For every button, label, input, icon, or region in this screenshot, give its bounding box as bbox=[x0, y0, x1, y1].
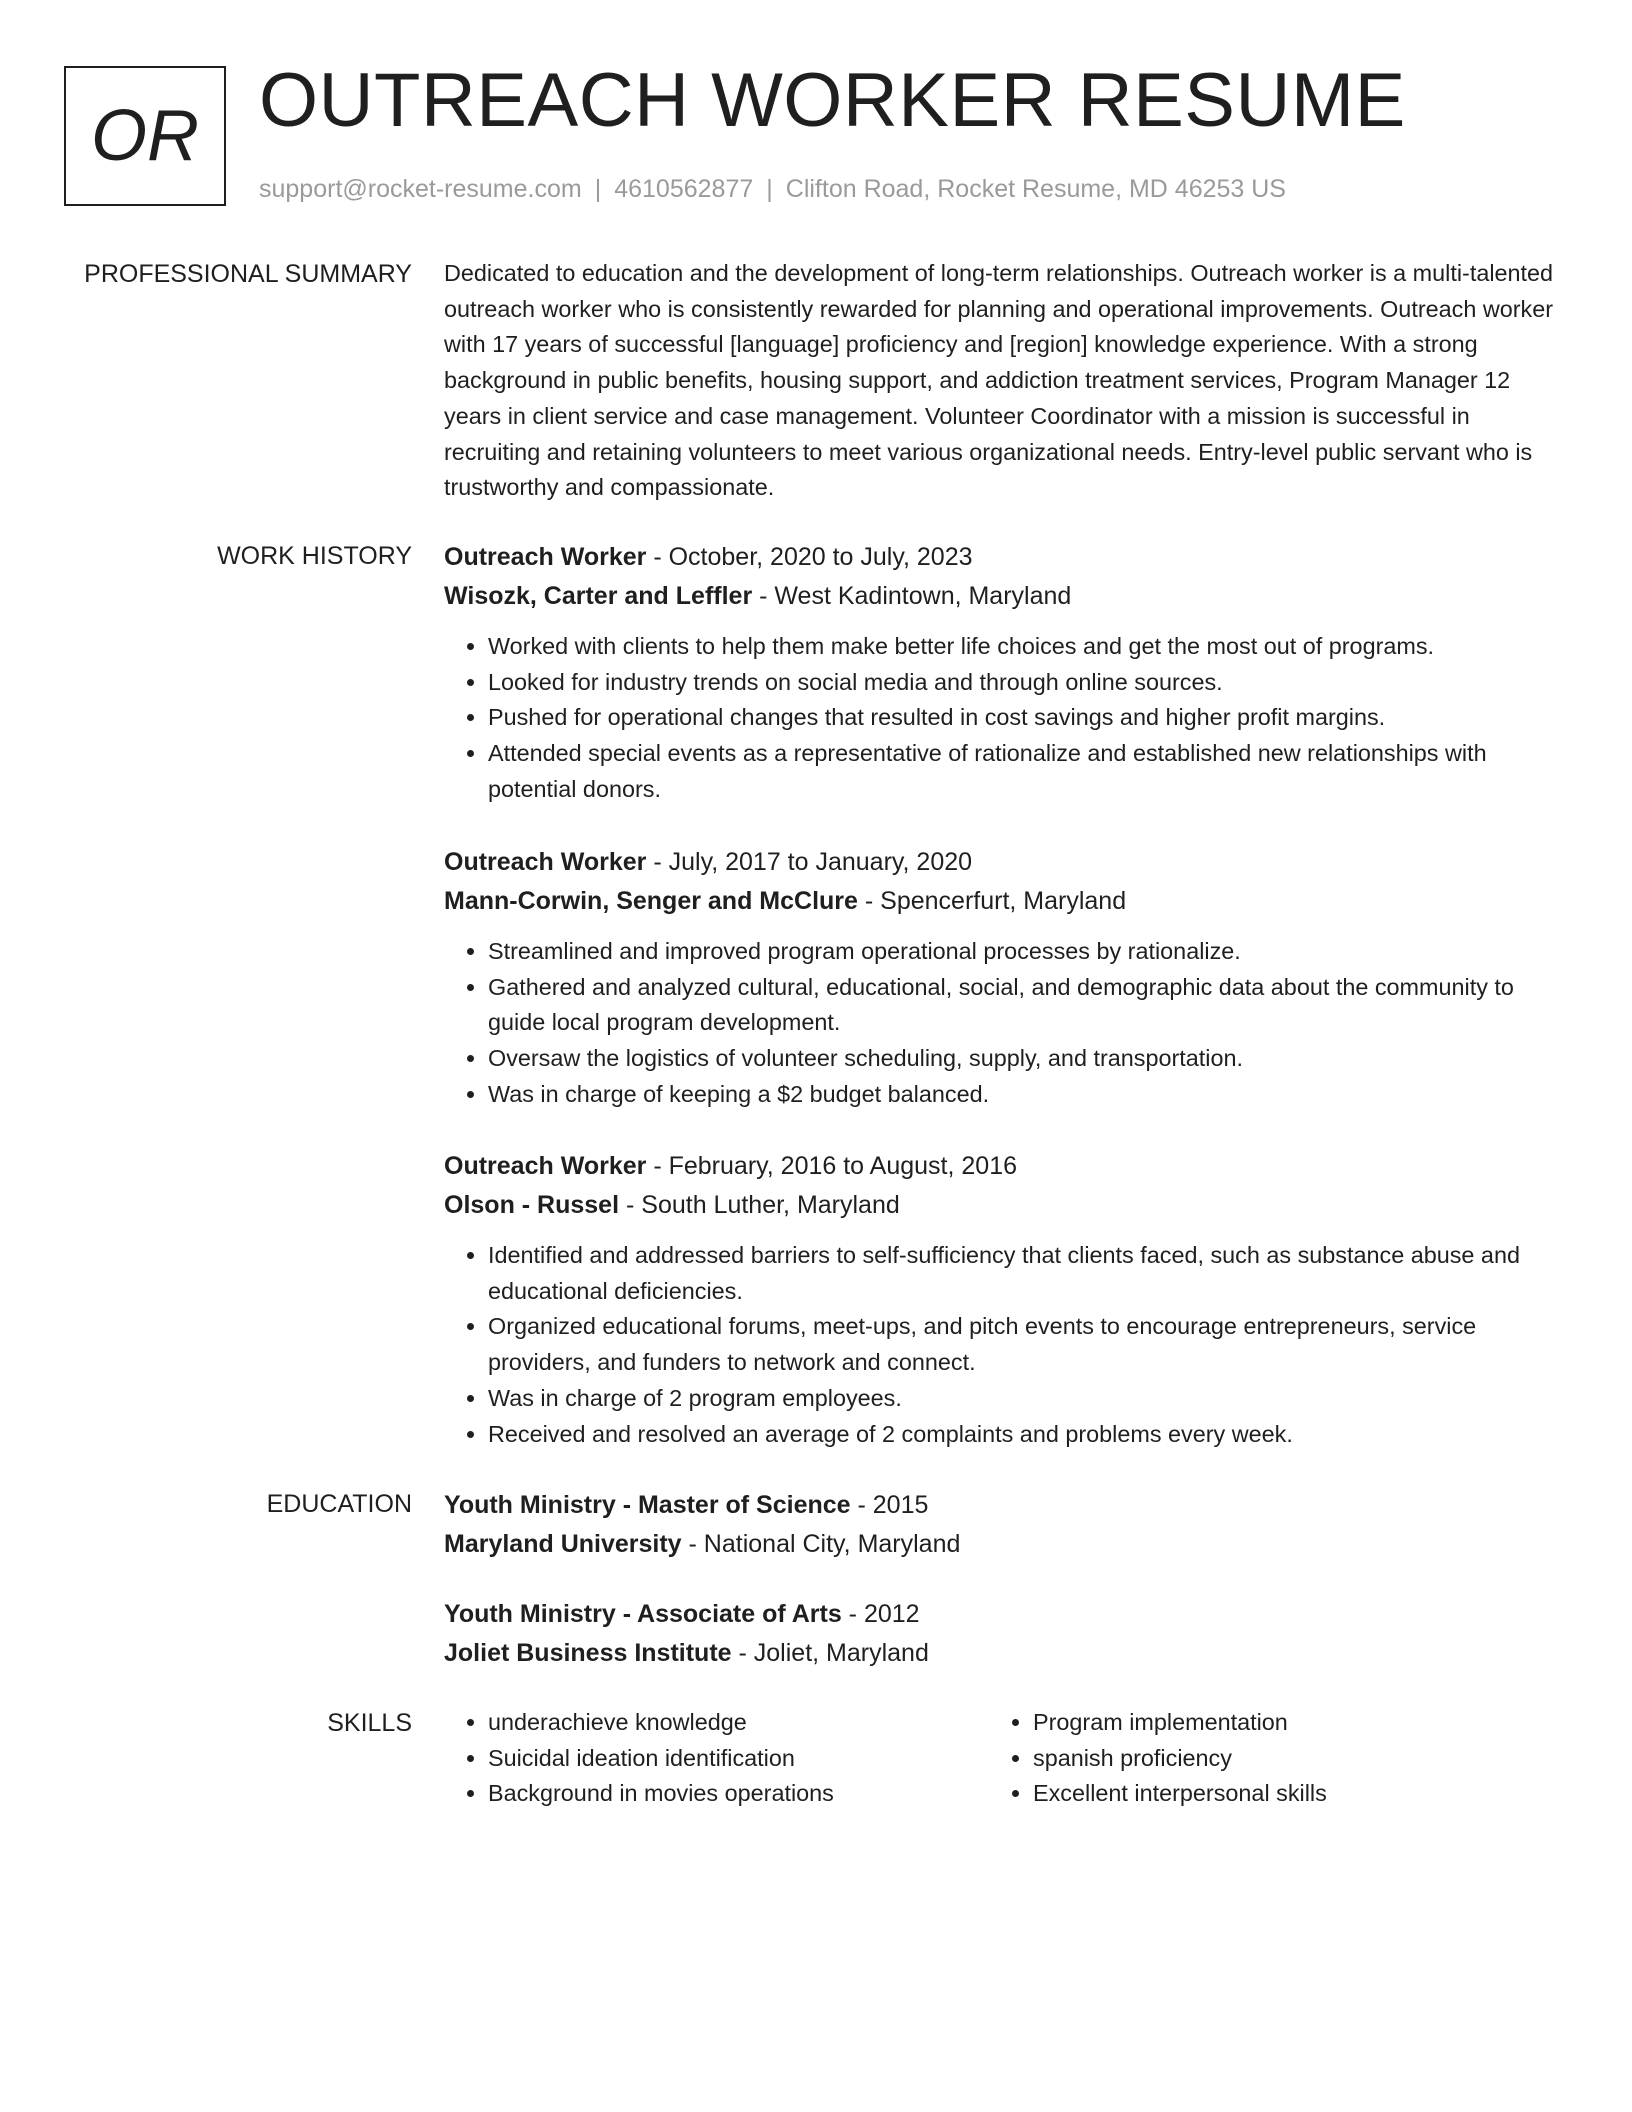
list-item: • Looked for industry trends on social media and through online sources. bbox=[488, 665, 1554, 701]
degree-year: - 2015 bbox=[850, 1491, 929, 1519]
job-title: Outreach Worker bbox=[444, 543, 647, 571]
skill-item: • Program implementation bbox=[1033, 1705, 1529, 1741]
skill-item: • Background in movies operations bbox=[488, 1776, 984, 1812]
education-entry bbox=[444, 1486, 1554, 1564]
summary-text: Dedicated to education and the development of long-term relationships. Outreach worker is a multi-talented outreach worker who is consistently rewarded for planning and operational improvements. Outreach worker with 17 years of successful [language] proficiency and [region] knowledge experience. With a strong background in public benefits, housing support, and addiction treatment services, Program Manager 12 years in client service and case management. Volunteer Coordinator with a mission is successful in recruiting and retaining volunteers to meet various organizational needs. Entry-level public servant who is trustworthy and compassionate. bbox=[444, 260, 1554, 501]
job-company: Wisozk, Carter and Leffler bbox=[444, 582, 753, 610]
skill-item: • spanish proficiency bbox=[1033, 1741, 1529, 1777]
list-item: • Oversaw the logistics of volunteer scheduling, supply, and transportation. bbox=[488, 1041, 1554, 1077]
school-location: - National City, Maryland bbox=[681, 1530, 961, 1558]
list-item: • Gathered and analyzed cultural, educational, social, and demographic data about the community to guide local program development. bbox=[488, 970, 1554, 1041]
list-item: • Identified and addressed barriers to self-sufficiency that clients faced, such as substance abuse and educational deficiencies. bbox=[488, 1238, 1554, 1309]
contact-separator: | bbox=[766, 175, 773, 203]
skill-item: • Suicidal ideation identification bbox=[488, 1741, 984, 1777]
list-item: • Was in charge of 2 program employees. bbox=[488, 1381, 1554, 1417]
contact-email[interactable]: support@rocket-resume.com bbox=[259, 175, 582, 203]
school-location: - Joliet, Maryland bbox=[731, 1639, 929, 1667]
job-bullets bbox=[444, 1238, 1554, 1452]
job-location: - South Luther, Maryland bbox=[619, 1191, 900, 1219]
job-company-line bbox=[444, 1186, 1554, 1225]
job-entry bbox=[444, 538, 1554, 808]
education-entry bbox=[444, 1595, 1554, 1673]
contact-address: Clifton Road, Rocket Resume, MD 46253 US bbox=[785, 175, 1286, 203]
skill-item: • underachieve knowledge bbox=[488, 1705, 984, 1741]
job-company-line bbox=[444, 882, 1554, 921]
job-title-line bbox=[444, 843, 1554, 882]
resume-title: OUTREACH WORKER RESUME bbox=[259, 58, 1406, 143]
job-dates: - October, 2020 to July, 2023 bbox=[646, 543, 973, 571]
school: Joliet Business Institute bbox=[444, 1639, 732, 1667]
school-line bbox=[444, 1634, 1554, 1673]
monogram-logo: OR bbox=[64, 66, 226, 206]
job-dates: - February, 2016 to August, 2016 bbox=[646, 1152, 1017, 1180]
contact-phone[interactable]: 4610562877 bbox=[614, 175, 754, 203]
degree-year: - 2012 bbox=[841, 1600, 920, 1628]
job-entry bbox=[444, 843, 1554, 1113]
job-bullets bbox=[444, 934, 1554, 1113]
job-location: - West Kadintown, Maryland bbox=[752, 582, 1072, 610]
work-history-heading: WORK HISTORY bbox=[217, 542, 412, 570]
job-company: Olson - Russel bbox=[444, 1191, 620, 1219]
job-title-line bbox=[444, 1147, 1554, 1186]
job-bullets bbox=[444, 629, 1554, 808]
contact-separator: | bbox=[594, 175, 602, 203]
list-item: • Was in charge of keeping a $2 budget balanced. bbox=[488, 1077, 1554, 1113]
education-heading: EDUCATION bbox=[266, 1490, 412, 1518]
school-line bbox=[444, 1525, 1554, 1564]
list-item: • Received and resolved an average of 2 complaints and problems every week. bbox=[488, 1417, 1554, 1453]
list-item: • Organized educational forums, meet-ups, and pitch events to encourage entrepreneurs, service providers, and funders to network and connect. bbox=[488, 1309, 1554, 1380]
skills-column-right bbox=[989, 1705, 1529, 1812]
skills-column-left bbox=[444, 1705, 984, 1812]
job-entry bbox=[444, 1147, 1554, 1452]
list-item: • Attended special events as a representative of rationalize and established new relationships with potential donors. bbox=[488, 736, 1554, 807]
list-item: • Pushed for operational changes that resulted in cost savings and higher profit margins. bbox=[488, 700, 1554, 736]
job-company-line bbox=[444, 577, 1554, 616]
skill-item: • Excellent interpersonal skills bbox=[1033, 1776, 1529, 1812]
job-title: Outreach Worker bbox=[444, 848, 647, 876]
summary-body bbox=[444, 256, 1554, 506]
summary-heading: PROFESSIONAL SUMMARY bbox=[84, 260, 412, 288]
skills-list bbox=[989, 1705, 1529, 1812]
skills-heading: SKILLS bbox=[327, 1709, 412, 1737]
skills-list bbox=[444, 1705, 984, 1812]
degree: Youth Ministry - Master of Science bbox=[444, 1491, 851, 1519]
job-company: Mann-Corwin, Senger and McClure bbox=[444, 887, 858, 915]
job-title: Outreach Worker bbox=[444, 1152, 647, 1180]
school: Maryland University bbox=[444, 1530, 682, 1558]
job-location: - Spencerfurt, Maryland bbox=[857, 887, 1127, 915]
job-dates: - July, 2017 to January, 2020 bbox=[646, 848, 973, 876]
degree-line bbox=[444, 1486, 1554, 1525]
job-title-line bbox=[444, 538, 1554, 577]
list-item: • Worked with clients to help them make better life choices and get the most out of programs. bbox=[488, 629, 1554, 665]
contact-line bbox=[259, 174, 1286, 204]
degree: Youth Ministry - Associate of Arts bbox=[444, 1600, 842, 1628]
list-item: • Streamlined and improved program operational processes by rationalize. bbox=[488, 934, 1554, 970]
degree-line bbox=[444, 1595, 1554, 1634]
